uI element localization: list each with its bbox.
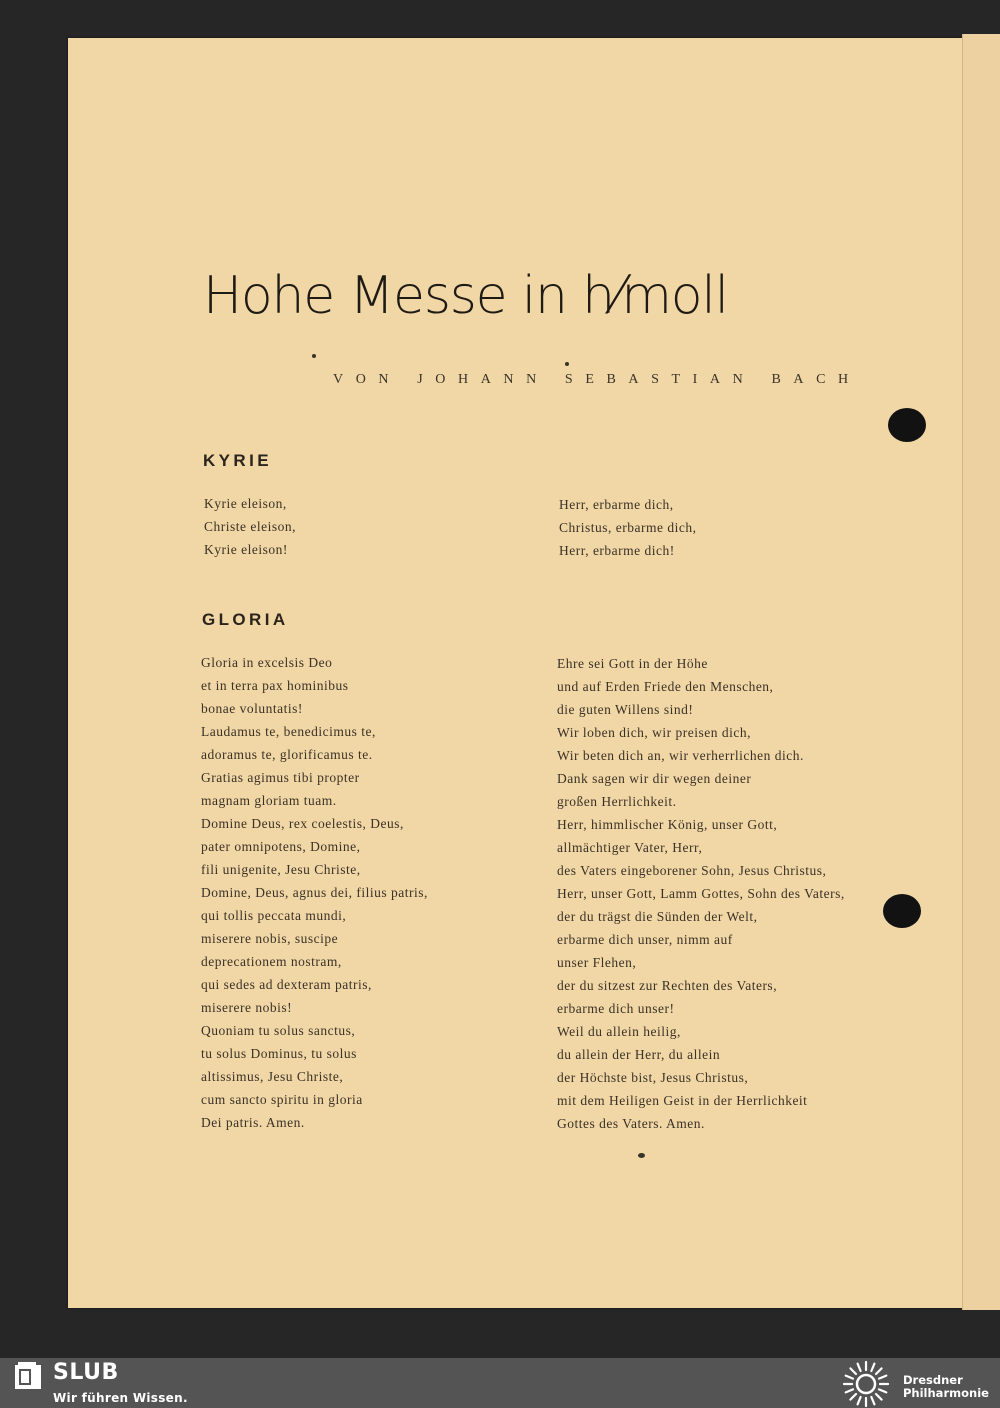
latin-line: Quoniam tu solus sanctus, bbox=[201, 1023, 356, 1038]
philharmonie-name-line1: Dresdner bbox=[903, 1373, 963, 1387]
latin-line: et in terra pax hominibus bbox=[201, 678, 349, 693]
slub-wordmark[interactable]: SLUB bbox=[53, 1360, 119, 1385]
punch-hole bbox=[883, 894, 921, 928]
latin-line: deprecationem nostram, bbox=[201, 954, 342, 969]
latin-line: Kyrie eleison! bbox=[204, 542, 288, 557]
ink-speck bbox=[565, 362, 569, 366]
kyrie-german-text bbox=[559, 493, 696, 562]
philharmonie-name-line2: Philharmonie bbox=[903, 1386, 989, 1400]
kyrie-latin-text bbox=[204, 492, 296, 561]
section-heading-kyrie: KYRIE bbox=[203, 451, 272, 470]
german-line: du allein der Herr, du allein bbox=[557, 1047, 721, 1062]
german-line: erbarme dich unser, nimm auf bbox=[557, 932, 733, 947]
latin-line: cum sancto spiritu in gloria bbox=[201, 1092, 363, 1107]
latin-line: magnam gloriam tuam. bbox=[201, 793, 337, 808]
german-line: Gottes des Vaters. Amen. bbox=[557, 1116, 705, 1131]
ink-speck bbox=[638, 1153, 645, 1158]
german-line: der du trägst die Sünden der Welt, bbox=[557, 909, 758, 924]
latin-line: pater omnipotens, Domine, bbox=[201, 839, 361, 854]
slub-logo-icon[interactable] bbox=[14, 1361, 42, 1391]
latin-line: Domine Deus, rex coelestis, Deus, bbox=[201, 816, 404, 831]
composer-byline: VON JOHANN SEBASTIAN BACH bbox=[333, 372, 861, 387]
german-line: die guten Willens sind! bbox=[557, 702, 694, 717]
german-line: und auf Erden Friede den Menschen, bbox=[557, 679, 774, 694]
german-line: Herr, erbarme dich! bbox=[559, 543, 675, 558]
latin-line: qui tollis peccata mundi, bbox=[201, 908, 347, 923]
german-line: Dank sagen wir dir wegen deiner bbox=[557, 771, 752, 786]
latin-line: miserere nobis! bbox=[201, 1000, 293, 1015]
german-line: des Vaters eingeborener Sohn, Jesus Christus, bbox=[557, 863, 827, 878]
latin-line: Kyrie eleison, bbox=[204, 496, 287, 511]
german-line: erbarme dich unser! bbox=[557, 1001, 675, 1016]
latin-line: tu solus Dominus, tu solus bbox=[201, 1046, 357, 1061]
latin-line: Gloria in excelsis Deo bbox=[201, 655, 333, 670]
german-line: mit dem Heiligen Geist in der Herrlichkeit bbox=[557, 1093, 808, 1108]
german-line: Wir beten dich an, wir verherrlichen dich. bbox=[557, 748, 804, 763]
latin-line: Domine, Deus, agnus dei, filius patris, bbox=[201, 885, 428, 900]
german-line: Herr, himmlischer König, unser Gott, bbox=[557, 817, 778, 832]
philharmonie-sunburst-icon[interactable] bbox=[842, 1360, 890, 1408]
latin-line: Laudamus te, benedicimus te, bbox=[201, 724, 376, 739]
latin-line: Christe eleison, bbox=[204, 519, 296, 534]
latin-line: altissimus, Jesu Christe, bbox=[201, 1069, 344, 1084]
ink-speck bbox=[312, 354, 316, 358]
german-line: der du sitzest zur Rechten des Vaters, bbox=[557, 978, 778, 993]
gloria-german-text bbox=[557, 652, 845, 1135]
german-line: allmächtiger Vater, Herr, bbox=[557, 840, 703, 855]
latin-line: fili unigenite, Jesu Christe, bbox=[201, 862, 361, 877]
german-line: Ehre sei Gott in der Höhe bbox=[557, 656, 708, 671]
latin-line: Dei patris. Amen. bbox=[201, 1115, 305, 1130]
section-heading-gloria: GLORIA bbox=[202, 610, 289, 629]
german-line: Herr, unser Gott, Lamm Gottes, Sohn des Vaters, bbox=[557, 886, 845, 901]
latin-line: adoramus te, glorificamus te. bbox=[201, 747, 373, 762]
german-line: Weil du allein heilig, bbox=[557, 1024, 681, 1039]
latin-line: bonae voluntatis! bbox=[201, 701, 303, 716]
document-title: Hohe Messe in h⁄moll bbox=[203, 266, 728, 326]
adjacent-page-edge bbox=[962, 34, 1000, 1310]
slub-slogan: Wir führen Wissen. bbox=[53, 1391, 188, 1405]
gloria-latin-text bbox=[201, 651, 428, 1134]
latin-line: Gratias agimus tibi propter bbox=[201, 770, 360, 785]
german-line: Christus, erbarme dich, bbox=[559, 520, 697, 535]
footer-bar bbox=[0, 1358, 1000, 1408]
punch-hole bbox=[888, 408, 926, 442]
latin-line: miserere nobis, suscipe bbox=[201, 931, 339, 946]
latin-line: qui sedes ad dexteram patris, bbox=[201, 977, 372, 992]
german-line: großen Herrlichkeit. bbox=[557, 794, 677, 809]
german-line: unser Flehen, bbox=[557, 955, 637, 970]
german-line: Herr, erbarme dich, bbox=[559, 497, 674, 512]
german-line: Wir loben dich, wir preisen dich, bbox=[557, 725, 752, 740]
german-line: der Höchste bist, Jesus Christus, bbox=[557, 1070, 749, 1085]
